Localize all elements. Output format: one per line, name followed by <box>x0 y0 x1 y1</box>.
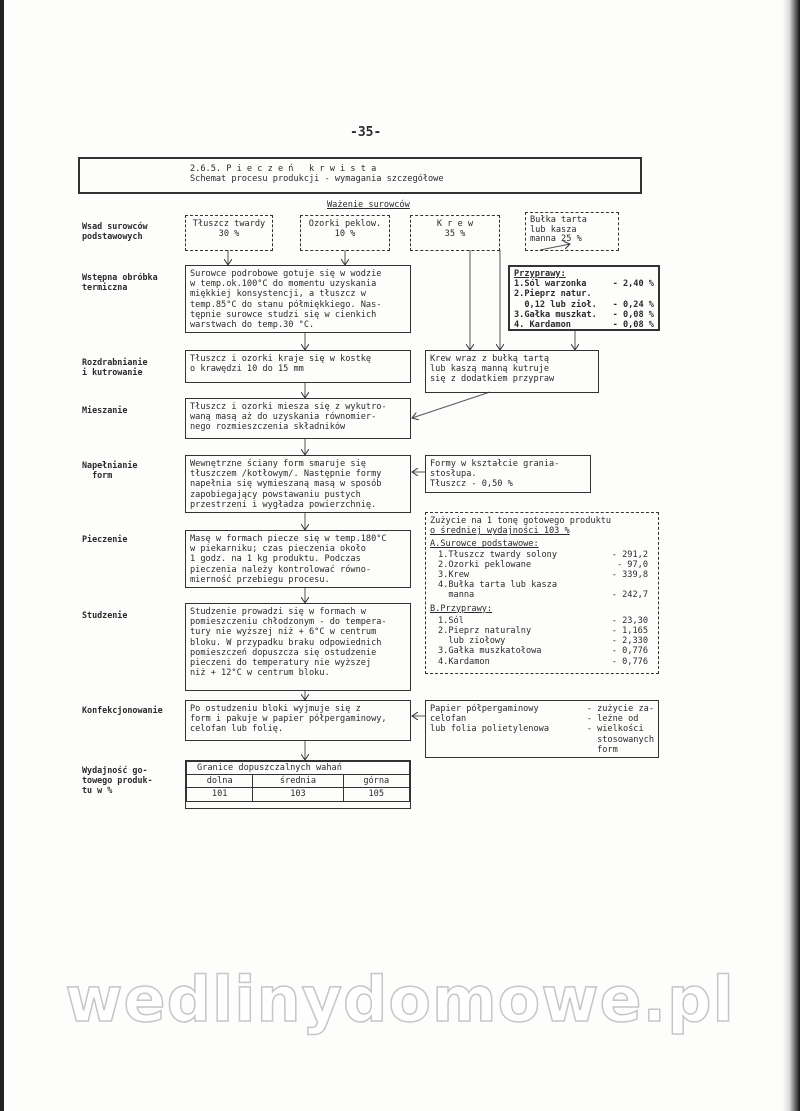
usage-row <box>438 560 648 570</box>
packaging-materials: Papier półpergaminowy celofan lub folia polietylenowa <box>430 704 549 735</box>
yield-col: dolna <box>187 775 253 788</box>
yield-table-header: Granice dopuszczalnych wahań <box>187 762 410 775</box>
title-box <box>78 157 642 194</box>
usage-box <box>425 512 659 674</box>
section-title: 2.6.5. P i e c z e ń k r w i s t a <box>190 164 377 174</box>
blood-mix-box: Krew wraz z bułką tartą lub kaszą manną kutruje się z dodatkiem przypraw <box>425 350 599 393</box>
weighing-heading: Ważenie surowców <box>327 200 410 210</box>
spice-value: - 0,08 % <box>612 320 654 331</box>
step-box-packaging: Po ostudzeniu bloki wyjmuje się z form i pakuje w papier półpergaminowy, celofan lub folię. <box>185 700 411 741</box>
usage-subheading: o średniej wydajności 103 % <box>430 526 570 537</box>
usage-row <box>438 626 648 636</box>
material-box <box>410 215 500 251</box>
usage-name: 3.Krew <box>438 570 470 581</box>
step-label-yield: Wydajność go- towego produk- tu w % <box>82 765 153 796</box>
usage-value: - 339,8 <box>611 570 648 581</box>
spice-name: 2.Pieprz natur. <box>514 289 592 300</box>
spice-value: - 0,24 % <box>612 299 654 310</box>
step-label-packaging: Konfekcjonowanie <box>82 705 163 715</box>
usage-row <box>438 657 648 667</box>
yield-col: górna <box>343 775 409 788</box>
packaging-note: - zużycie za- - leżne od - wielkości stosowanych form <box>586 704 654 755</box>
usage-b-heading: B.Przyprawy: <box>430 603 493 614</box>
spice-name: 4. Kardamon <box>514 320 571 331</box>
material-name: K r e w <box>436 219 474 229</box>
spice-value: - 0,08 % <box>612 309 654 320</box>
usage-value: - 242,7 <box>611 590 648 601</box>
spice-name: 3.Gałka muszkat. <box>514 309 597 320</box>
usage-row <box>438 570 648 580</box>
spice-name: 1.Sól warzonka <box>514 279 587 290</box>
step-label-cooling: Studzenie <box>82 610 128 620</box>
step-box-filling: Wewnętrzne ściany form smaruje się tłuszczem /kotłowym/. Następnie formy napełnia się wymieszaną masą w sposób zapobiegający powstawaniu pustych przestrzeni i wygładza powierzchnię. <box>185 455 411 513</box>
watermark: wedlinydomowe.pl <box>65 963 735 1036</box>
material-box <box>300 215 390 251</box>
step-box-cooling: Studzenie prowadzi się w formach w pomieszczeniu chłodzonym - do tempera- tury nie wyższej niż + 6°C w centrum bloku. W przypadku braku odpowiednich pomieszczeń dopuszcza się ostudzenie pieczeni do temperatury nie wyższej niż + 12°C w centrum bloku. <box>185 603 411 691</box>
usage-name: 4.Kardamon <box>438 656 490 667</box>
usage-name: lub ziołowy <box>438 636 506 647</box>
usage-row <box>438 580 648 590</box>
step-box-thermal: Surowce podrobowe gotuje się w wodzie w temp.ok.100°C do momentu uzyskania miękkiej konsystencji, a tłuszcz w temp.85°C do stanu półmiękkiego. Nas- tępnie surowce studzi się w cienkich warstwach do temp.30 °C. <box>185 265 411 333</box>
usage-value: - 291,2 <box>611 549 648 560</box>
step-label-thermal: Wstępna obróbka termiczna <box>82 272 158 293</box>
yield-table <box>185 760 411 809</box>
usage-row <box>438 616 648 626</box>
usage-name: 2.Pieprz naturalny <box>438 626 532 637</box>
spice-row <box>514 279 654 289</box>
usage-name: 1.Sól <box>438 615 464 626</box>
spice-row <box>514 300 654 310</box>
usage-row <box>438 550 648 560</box>
usage-name: manna <box>438 590 475 601</box>
material-pct: 10 % <box>334 229 356 240</box>
usage-value: - 0,776 <box>611 646 648 657</box>
material-pct: 30 % <box>218 229 240 240</box>
spice-row <box>514 320 654 330</box>
usage-name: 3.Gałka muszkatołowa <box>438 646 542 657</box>
step-box-baking: Masę w formach piecze się w temp.180°C w piekarniku; czas pieczenia około 1 godz. na 1 kg produktu. Podczas pieczenia należy kontrolować równo- mierność przebiegu procesu. <box>185 530 411 588</box>
usage-name: 2.Ozorki peklowane <box>438 559 532 570</box>
usage-name: 4.Bułka tarta lub kasza <box>438 580 557 591</box>
page-number: -35- <box>350 125 382 140</box>
section-subtitle: Schemat procesu produkcji - wymagania szczegółowe <box>190 174 444 185</box>
usage-row <box>438 636 648 646</box>
step-label-filling: Napełnianie form <box>82 460 138 481</box>
packaging-box <box>425 700 659 758</box>
usage-row <box>438 590 648 600</box>
step-box-grinding: Tłuszcz i ozorki kraje się w kostkę o krawędzi 10 do 15 mm <box>185 350 411 383</box>
usage-value: - 1,165 <box>611 626 648 637</box>
arrow <box>412 392 490 418</box>
step-label-input: Wsad surowców podstawowych <box>82 221 148 242</box>
yield-value: 101 <box>187 788 253 801</box>
spice-value: - 2,40 % <box>612 279 654 290</box>
usage-row <box>438 646 648 656</box>
spice-row <box>514 289 654 299</box>
usage-a-heading: A.Surowce podstawowe: <box>430 539 539 550</box>
usage-value: - 0,776 <box>611 656 648 667</box>
spices-heading: Przyprawy: <box>514 269 566 279</box>
material-box <box>185 215 273 251</box>
spice-row <box>514 310 654 320</box>
usage-value: - 97,0 <box>616 559 648 570</box>
usage-value: - 2,330 <box>611 636 648 647</box>
material-name: Ozorki peklow. <box>308 219 382 229</box>
step-box-mixing: Tłuszcz i ozorki miesza się z wykutro- waną masą aż do uzyskania równomier- nego rozmieszczenia składników <box>185 398 411 439</box>
spice-name: 0,12 lub zioł. <box>514 299 597 310</box>
spices-box <box>508 265 660 331</box>
material-name: Tłuszcz twardy <box>192 219 266 229</box>
material-box: Bułka tarta lub kasza manna 25 % <box>525 212 619 251</box>
step-label-mixing: Mieszanie <box>82 405 128 415</box>
yield-col: średnia <box>253 775 343 788</box>
usage-heading: Zużycie na 1 tonę gotowego produktu <box>430 516 612 526</box>
material-pct: 35 % <box>444 229 466 240</box>
yield-value: 105 <box>343 788 409 801</box>
usage-value: - 23,30 <box>611 615 648 626</box>
step-label-baking: Pieczenie <box>82 534 128 544</box>
forms-note-box: Formy w kształcie grania- stosłupa. Tłuszcz - 0,50 % <box>425 455 591 493</box>
usage-name: 1.Tłuszcz twardy solony <box>438 549 557 560</box>
yield-value: 103 <box>253 788 343 801</box>
step-label-grinding: Rozdrabnianie i kutrowanie <box>82 357 148 378</box>
